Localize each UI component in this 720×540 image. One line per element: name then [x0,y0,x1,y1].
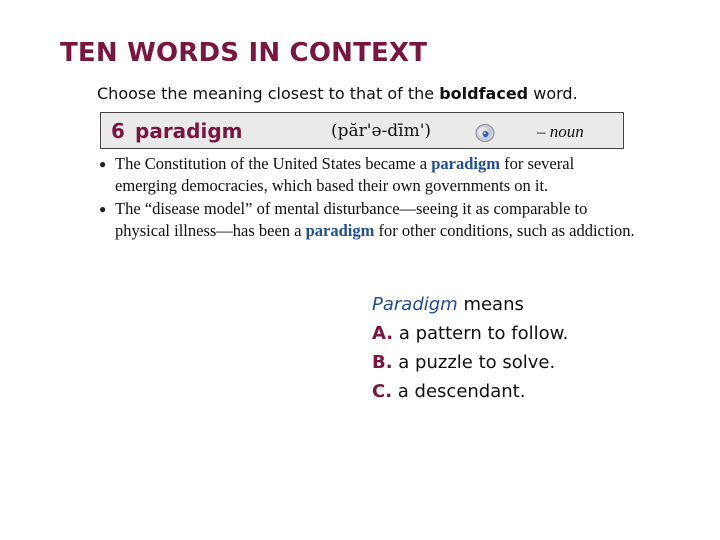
page-title: TEN WORDS IN CONTEXT [60,38,428,68]
answer-choices [372,290,568,406]
option-a[interactable] [372,319,568,348]
pronunciation: (păr'ə-dīm') [331,121,431,141]
option-b[interactable] [372,348,568,377]
example-list [97,153,637,243]
list-item [97,198,637,242]
option-c[interactable] [372,377,568,406]
example-keyword: paradigm [431,154,500,173]
example-text: The “disease model” of mental disturbance—seeing it as comparable to physical illness—has been a [115,199,588,240]
word-entry-box [100,112,624,149]
option-letter: C. [372,381,393,402]
instruction-after: word. [533,84,578,103]
example-text: for several emerging democracies, which based their own governments on it. [115,154,575,195]
word-number: 6 [111,119,125,143]
speaker-icon[interactable] [474,123,496,143]
option-text: a puzzle to solve. [398,352,556,373]
example-keyword: paradigm [305,221,375,240]
option-text: a pattern to follow. [398,323,569,344]
option-letter: B. [372,352,393,373]
example-text: The Constitution of the United States became a [115,154,428,173]
question-line [372,290,568,319]
question-means: means [463,294,524,315]
headword: paradigm [135,119,243,143]
part-of-speech: – noun [537,122,584,141]
example-text: for other conditions, such as addiction. [378,221,635,240]
question-lead: Paradigm [372,294,458,315]
instruction-text [97,84,578,103]
option-letter: A. [372,323,394,344]
option-text: a descendant. [397,381,526,402]
instruction-bold: boldfaced [439,84,529,103]
bullet-icon: ● [99,157,107,171]
instruction-before: Choose the meaning closest to that of the [97,84,435,103]
list-item [97,153,637,197]
bullet-icon: ● [99,202,107,216]
